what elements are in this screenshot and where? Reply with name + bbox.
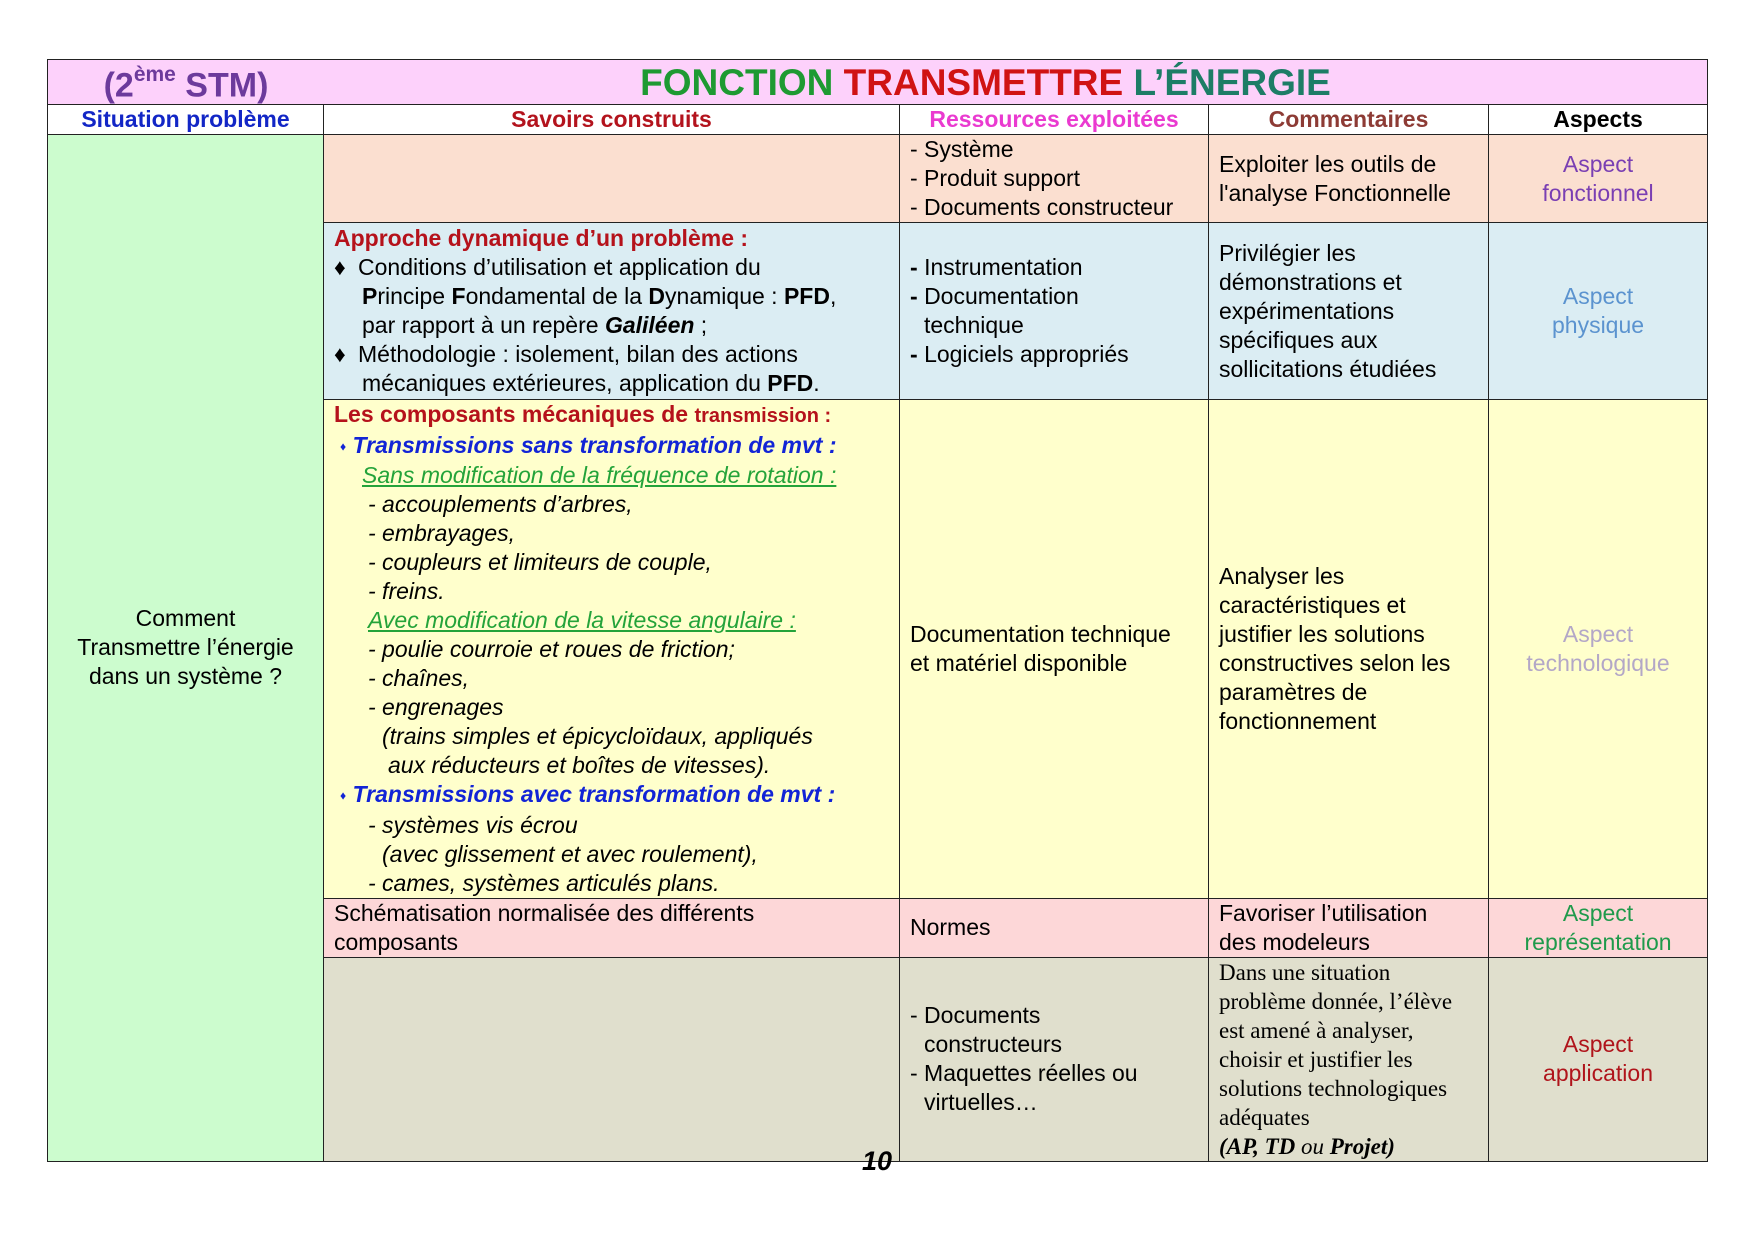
col-header-situation: Situation problème [48,105,324,135]
aspect-cell: Aspect application [1489,957,1708,1161]
savoirs-cell [324,135,900,223]
page-title: FONCTION TRANSMETTRE L’ÉNERGIE [640,61,1331,103]
aspect-cell: Aspect physique [1489,223,1708,400]
ressources-cell: - Documents constructeurs - Maquettes réelles ou virtuelles… [900,957,1209,1161]
commentaire-cell: Exploiter les outils de l'analyse Fonctionnelle [1209,135,1489,223]
col-header-ressources: Ressources exploitées [900,105,1209,135]
aspect-cell: Aspect technologique [1489,400,1708,899]
commentaire-cell: Analyser les caractéristiques et justifier les solutions constructives selon les paramètres de fonctionnement [1209,400,1489,899]
situation-cell: Comment Transmettre l’énergie dans un système ? [48,135,324,1162]
commentaire-cell: Favoriser l’utilisation des modeleurs [1209,898,1489,957]
title-row [48,60,1708,105]
ressources-cell: Documentation technique et matériel disponible [900,400,1209,899]
savoirs-cell: Schématisation normalisée des différents composants [324,898,900,957]
savoirs-cell: Les composants mécaniques de transmission : ♦ Transmissions sans transformation de mvt : Sans modification de la fréquence de rotation : - accouplements d’arbres, - embrayages, - coupleurs et limiteurs de couple, - freins. Avec modification de la vitesse angulaire : - poulie courroie et roues de friction; - chaînes, - engrenages (trains simples et épicycloïdaux, appliqués aux réducteurs et boîtes de vitesses). ♦ Transmissions avec transformation de mvt : - systèmes vis écrou (avec glissement et avec roulement), - cames, systèmes articulés plans. [324,400,900,899]
ressources-cell: - Système - Produit support - Documents constructeur [900,135,1209,223]
ressources-cell: Normes [900,898,1209,957]
col-header-aspects: Aspects [1489,105,1708,135]
column-header-row [48,105,1708,135]
savoirs-cell: Approche dynamique d’un problème : ♦ Conditions d’utilisation et application du Principe Fondamental de la Dynamique : PFD, par rapport à un repère Galiléen ; ♦ Méthodologie : isolement, bilan des actions mécaniques extérieures, application du PFD. [324,223,900,400]
aspect-cell: Aspect fonctionnel [1489,135,1708,223]
class-level: (2ème STM) [103,63,269,105]
col-header-savoirs: Savoirs construits [324,105,900,135]
page-number: 10 [861,1146,893,1176]
col-header-commentaires: Commentaires [1209,105,1489,135]
commentaire-cell: Dans une situation problème donnée, l’élève est amené à analyser, choisir et justifier les solutions technologiques adéquates (AP, TD ou Projet) [1209,957,1489,1161]
commentaire-cell: Privilégier les démonstrations et expérimentations spécifiques aux sollicitations étudiées [1209,223,1489,400]
table-row [48,135,1708,223]
savoirs-cell [324,957,900,1161]
competency-table [47,59,1708,1162]
aspect-cell: Aspect représentation [1489,898,1708,957]
ressources-cell: - Instrumentation - Documentation technique - Logiciels appropriés [900,223,1209,400]
